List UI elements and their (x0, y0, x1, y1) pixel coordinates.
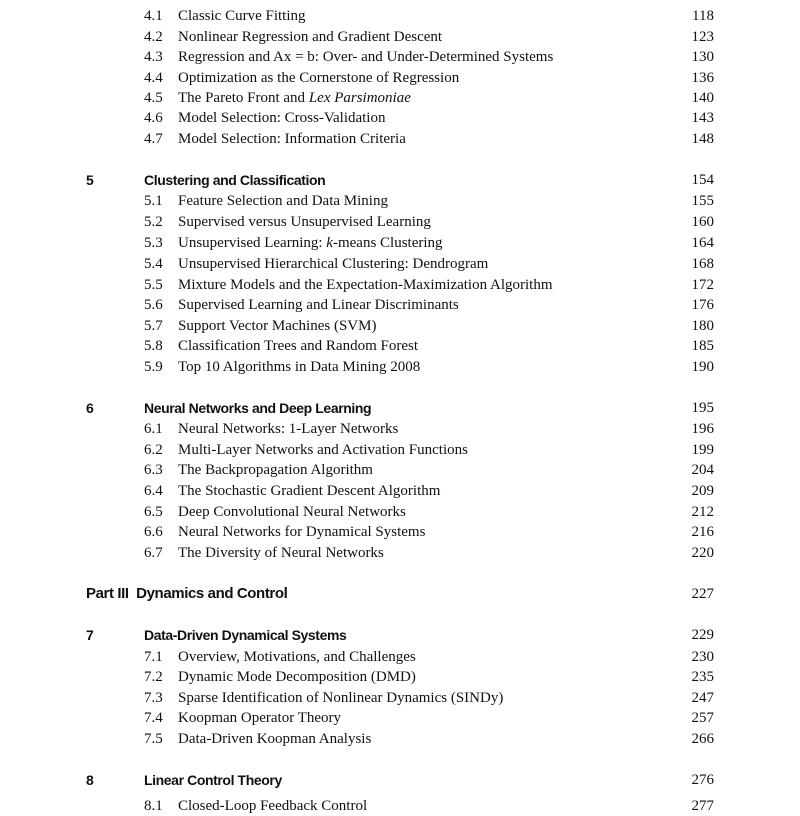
page-number: 185 (691, 338, 714, 354)
toc-section-7-5[interactable] (0, 729, 800, 749)
toc-chapter-8[interactable] (0, 770, 800, 790)
toc-section-6-6[interactable] (0, 522, 800, 542)
section-number: 5.1 (144, 193, 163, 209)
page-number: 212 (691, 504, 714, 520)
section-title: Data-Driven Koopman Analysis (178, 731, 372, 747)
section-number: 4.2 (144, 29, 163, 45)
toc-section-5-4[interactable] (0, 254, 800, 274)
section-number: 5.9 (144, 359, 163, 375)
section-number: 4.1 (144, 8, 163, 24)
page-number: 277 (691, 798, 714, 814)
page-number: 199 (691, 442, 714, 458)
page-number: 266 (691, 731, 714, 747)
section-number: 6.1 (144, 421, 163, 437)
toc-section-5-2[interactable] (0, 212, 800, 232)
toc-chapter-6[interactable] (0, 398, 800, 418)
section-title (178, 88, 411, 108)
part-title: Part III Dynamics and Control (86, 585, 288, 602)
page-number: 168 (691, 256, 714, 272)
toc-section-4-5[interactable] (0, 88, 800, 108)
section-title: Unsupervised Hierarchical Clustering: Dendrogram (178, 256, 489, 272)
section-title: The Diversity of Neural Networks (178, 545, 384, 561)
section-title: Sparse Identification of Nonlinear Dynamics (SINDy) (178, 690, 504, 706)
chapter-title: Neural Networks and Deep Learning (144, 400, 372, 416)
section-number: 6.2 (144, 442, 163, 458)
section-number: 4.3 (144, 49, 163, 65)
toc-section-4-2[interactable] (0, 27, 800, 47)
page-number: 235 (691, 669, 714, 685)
page-number: 154 (691, 172, 714, 188)
page-number: 229 (691, 627, 714, 643)
section-title-italic: Lex Parsimoniae (308, 90, 411, 106)
section-number: 5.2 (144, 214, 163, 230)
section-title-part: -means Clustering (332, 235, 443, 251)
section-title: Feature Selection and Data Mining (178, 193, 388, 209)
section-title: Supervised versus Unsupervised Learning (178, 214, 431, 230)
page-number: 176 (691, 297, 714, 313)
toc-chapter-7[interactable] (0, 625, 800, 645)
page-number: 143 (691, 110, 714, 126)
section-title (178, 233, 443, 253)
section-title-part: Unsupervised Learning: (178, 235, 327, 251)
toc-section-5-9[interactable] (0, 357, 800, 377)
page-number: 204 (691, 462, 714, 478)
page-number: 276 (691, 772, 714, 788)
section-title: Nonlinear Regression and Gradient Descent (178, 29, 443, 45)
section-title: Model Selection: Cross-Validation (178, 110, 386, 126)
section-number: 4.5 (144, 90, 163, 106)
section-title: Overview, Motivations, and Challenges (178, 649, 416, 665)
chapter-number: 8 (86, 772, 94, 788)
section-number: 5.7 (144, 318, 163, 334)
section-number: 7.3 (144, 690, 163, 706)
section-title-part: The Pareto Front and (178, 90, 309, 106)
section-number: 4.6 (144, 110, 163, 126)
section-number: 6.7 (144, 545, 163, 561)
section-title: Dynamic Mode Decomposition (DMD) (178, 669, 416, 685)
section-number: 5.6 (144, 297, 163, 313)
page-number: 257 (691, 710, 714, 726)
chapter-number: 6 (86, 400, 94, 416)
chapter-title: Linear Control Theory (144, 772, 282, 788)
toc-section-4-7[interactable] (0, 129, 800, 149)
section-title: Supervised Learning and Linear Discriminants (178, 297, 459, 313)
page-number: 160 (691, 214, 714, 230)
toc-section-7-1[interactable] (0, 647, 800, 667)
section-number: 8.1 (144, 798, 163, 814)
page-number: 195 (691, 400, 714, 416)
section-title: Multi-Layer Networks and Activation Functions (178, 442, 468, 458)
section-title: Optimization as the Cornerstone of Regression (178, 70, 460, 86)
toc-section-6-5[interactable] (0, 502, 800, 522)
page-number: 180 (691, 318, 714, 334)
toc-section-7-4[interactable] (0, 708, 800, 728)
page-number: 140 (691, 90, 714, 106)
page-number: 130 (691, 49, 714, 65)
section-number: 7.4 (144, 710, 163, 726)
toc-section-6-7[interactable] (0, 543, 800, 563)
section-number: 6.6 (144, 524, 163, 540)
page-number: 227 (691, 586, 714, 602)
section-number: 4.7 (144, 131, 163, 147)
toc-section-6-4[interactable] (0, 481, 800, 501)
section-title: Neural Networks: 1-Layer Networks (178, 421, 399, 437)
cut-off-top-line (0, 0, 800, 4)
page-number: 118 (692, 8, 714, 24)
chapter-number: 5 (86, 172, 94, 188)
chapter-number: 7 (86, 627, 94, 643)
section-title: Regression and Ax = b: Over- and Under-Determined Systems (178, 49, 554, 65)
chapter-title: Data-Driven Dynamical Systems (144, 627, 347, 643)
section-title: The Stochastic Gradient Descent Algorithm (178, 483, 441, 499)
page-number: 155 (691, 193, 714, 209)
toc-section-5-8[interactable] (0, 336, 800, 356)
section-title: Model Selection: Information Criteria (178, 131, 406, 147)
page-number: 148 (691, 131, 714, 147)
toc-section-4-4[interactable] (0, 68, 800, 88)
section-title: Support Vector Machines (SVM) (178, 318, 377, 334)
page-number: 172 (691, 277, 714, 293)
toc-section-4-6[interactable] (0, 108, 800, 128)
page-number: 220 (691, 545, 714, 561)
page-number: 190 (691, 359, 714, 375)
page-number: 136 (691, 70, 714, 86)
section-title: Classic Curve Fitting (178, 8, 306, 24)
chapter-title: Clustering and Classification (144, 172, 326, 188)
section-number: 4.4 (144, 70, 163, 86)
section-title: Closed-Loop Feedback Control (178, 798, 368, 814)
section-title: The Backpropagation Algorithm (178, 462, 373, 478)
section-number: 6.3 (144, 462, 163, 478)
section-title: Top 10 Algorithms in Data Mining 2008 (178, 359, 421, 375)
section-number: 7.1 (144, 649, 163, 665)
section-number: 5.3 (144, 235, 163, 251)
toc-section-4-1[interactable] (0, 6, 800, 26)
section-title: Classification Trees and Random Forest (178, 338, 418, 354)
toc-section-5-5[interactable] (0, 275, 800, 295)
page-number: 196 (691, 421, 714, 437)
section-number: 6.5 (144, 504, 163, 520)
toc-section-5-7[interactable] (0, 316, 800, 336)
toc-section-6-2[interactable] (0, 440, 800, 460)
section-number: 5.5 (144, 277, 163, 293)
page-number: 247 (691, 690, 714, 706)
page-number: 164 (691, 235, 714, 251)
toc-section-5-6[interactable] (0, 295, 800, 315)
toc-section-6-3[interactable] (0, 460, 800, 480)
toc-section-5-1[interactable] (0, 191, 800, 211)
section-title: Deep Convolutional Neural Networks (178, 504, 406, 520)
toc-section-8-1[interactable] (0, 790, 800, 814)
toc-section-7-2[interactable] (0, 667, 800, 687)
page-number: 216 (691, 524, 714, 540)
toc-section-7-3[interactable] (0, 688, 800, 708)
section-number: 7.5 (144, 731, 163, 747)
section-title-italic: k (326, 235, 333, 251)
section-number: 5.4 (144, 256, 163, 272)
toc-section-5-3[interactable] (0, 233, 800, 253)
page-number: 209 (691, 483, 714, 499)
toc-section-4-3[interactable] (0, 47, 800, 67)
section-title: Mixture Models and the Expectation-Maximization Algorithm (178, 277, 553, 293)
toc-part-3[interactable] (0, 584, 800, 604)
page-number: 230 (691, 649, 714, 665)
toc-chapter-5[interactable] (0, 170, 800, 190)
section-title: Neural Networks for Dynamical Systems (178, 524, 426, 540)
toc-section-6-1[interactable] (0, 419, 800, 439)
page-number: 123 (691, 29, 714, 45)
section-number: 5.8 (144, 338, 163, 354)
section-title: Koopman Operator Theory (178, 710, 342, 726)
section-number: 7.2 (144, 669, 163, 685)
section-number: 6.4 (144, 483, 163, 499)
